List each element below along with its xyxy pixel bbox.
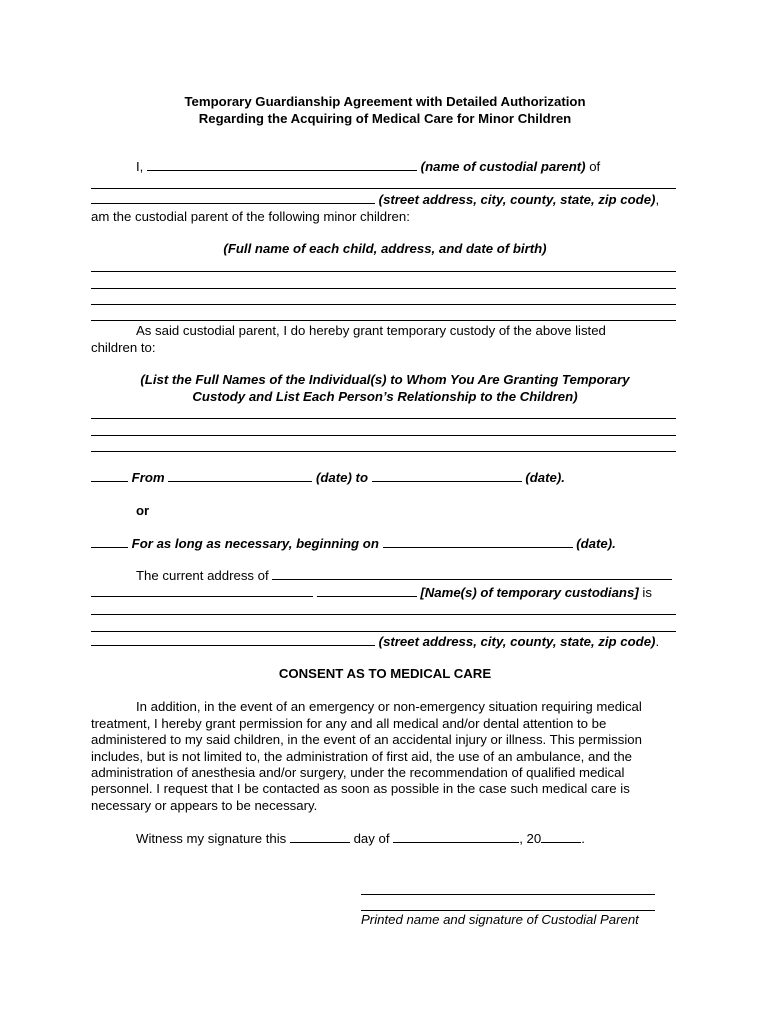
parent-address-line-1[interactable]	[91, 188, 676, 189]
period-necessary-date-label: (date).	[576, 536, 616, 551]
children-line-1[interactable]	[91, 271, 676, 272]
period-date-end-label: (date).	[525, 470, 565, 485]
children-line-3[interactable]	[91, 304, 676, 305]
period-from-label: From	[131, 470, 165, 485]
consent-line-1: In addition, in the event of an emergency or non-emergency situation requiring medical	[136, 699, 642, 714]
custodians-line-2[interactable]	[91, 435, 676, 436]
grant-line-1: As said custodial parent, I do hereby grant temporary custody of the above listed	[136, 323, 606, 338]
consent-line-5: administration of anesthesia and/or surgery, under the recommendation of qualified medical	[91, 765, 625, 780]
custodian-address-row	[91, 634, 659, 650]
custodians-line-1[interactable]	[91, 418, 676, 419]
period-from-row	[91, 470, 565, 486]
parent-address-blank[interactable]	[91, 192, 375, 204]
consent-line-7: necessary or appears to be necessary.	[91, 798, 318, 813]
children-line-4[interactable]	[91, 320, 676, 321]
consent-line-3: administered to my said children, in the event of an accidental injury or illness. This permission	[91, 732, 642, 747]
children-instruction: (Full name of each child, address, and date of birth)	[223, 241, 547, 256]
parent-name-row	[136, 159, 600, 175]
period-necessary-row	[91, 536, 616, 552]
grant-line-2: children to:	[91, 340, 156, 355]
title-line-1: Temporary Guardianship Agreement with Detailed Authorization	[184, 94, 586, 109]
custodian-names-blank-2[interactable]	[317, 585, 417, 597]
children-line-2[interactable]	[91, 288, 676, 289]
signature-line-1[interactable]	[361, 894, 655, 895]
signature-label: Printed name and signature of Custodial Parent	[361, 912, 639, 927]
witness-prefix: Witness my signature this	[136, 831, 287, 846]
witness-period: .	[581, 831, 585, 846]
parent-name-blank[interactable]	[147, 159, 417, 171]
witness-day-of: day of	[353, 831, 390, 846]
parent-prefix: I,	[136, 159, 144, 174]
consent-line-6: personnel. I request that I be contacted as soon as possible in the case such medical care is	[91, 781, 630, 796]
custodian-names-is: is	[642, 585, 652, 600]
period-start-date-blank[interactable]	[168, 470, 312, 482]
parent-statement: am the custodial parent of the following minor children:	[91, 209, 410, 224]
period-necessary-check-blank[interactable]	[91, 536, 128, 548]
period-date-to-label: (date) to	[315, 470, 368, 485]
witness-day-blank[interactable]	[290, 831, 350, 843]
custodian-address-line-2[interactable]	[91, 631, 676, 632]
current-address-label: The current address of	[136, 568, 269, 583]
witness-year-prefix: , 20	[519, 831, 542, 846]
current-address-name-blank[interactable]	[272, 568, 672, 580]
parent-address-comma: ,	[655, 192, 660, 207]
witness-row	[136, 831, 585, 847]
period-from-check-blank[interactable]	[91, 470, 128, 482]
period-end-date-blank[interactable]	[372, 470, 522, 482]
witness-year-blank[interactable]	[541, 831, 581, 843]
period-or: or	[136, 503, 150, 518]
current-address-row	[136, 568, 672, 584]
custodians-line-3[interactable]	[91, 451, 676, 452]
signature-line-2[interactable]	[361, 910, 655, 911]
parent-address-label: (street address, city, county, state, zip code)	[378, 192, 656, 207]
parent-of: of	[589, 159, 601, 174]
custodian-address-label: (street address, city, county, state, zip code)	[378, 634, 656, 649]
period-necessary-label: For as long as necessary, beginning on	[131, 536, 379, 551]
parent-name-label: (name of custodial parent)	[420, 159, 586, 174]
witness-month-blank[interactable]	[393, 831, 519, 843]
consent-line-4: includes, but is not limited to, the administration of first aid, the use of an ambulance, and the	[91, 749, 632, 764]
custodian-names-row	[91, 585, 652, 601]
parent-address-row	[91, 192, 659, 208]
custodian-names-blank-1[interactable]	[91, 585, 313, 597]
custodian-names-label: [Name(s) of temporary custodians]	[420, 585, 639, 600]
consent-line-2: treatment, I hereby grant permission for any and all medical and/or dental attention to be	[91, 716, 607, 731]
custodian-address-line-1[interactable]	[91, 614, 676, 615]
custodian-address-blank[interactable]	[91, 634, 375, 646]
custodians-instruction-1: (List the Full Names of the Individual(s) to Whom You Are Granting Temporary	[140, 372, 630, 387]
period-necessary-date-blank[interactable]	[383, 536, 573, 548]
title-line-2: Regarding the Acquiring of Medical Care for Minor Children	[198, 111, 572, 126]
custodian-address-period: .	[655, 634, 660, 649]
custodians-instruction-2: Custody and List Each Person’s Relationship to the Children)	[192, 389, 578, 404]
consent-heading: CONSENT AS TO MEDICAL CARE	[278, 666, 492, 681]
